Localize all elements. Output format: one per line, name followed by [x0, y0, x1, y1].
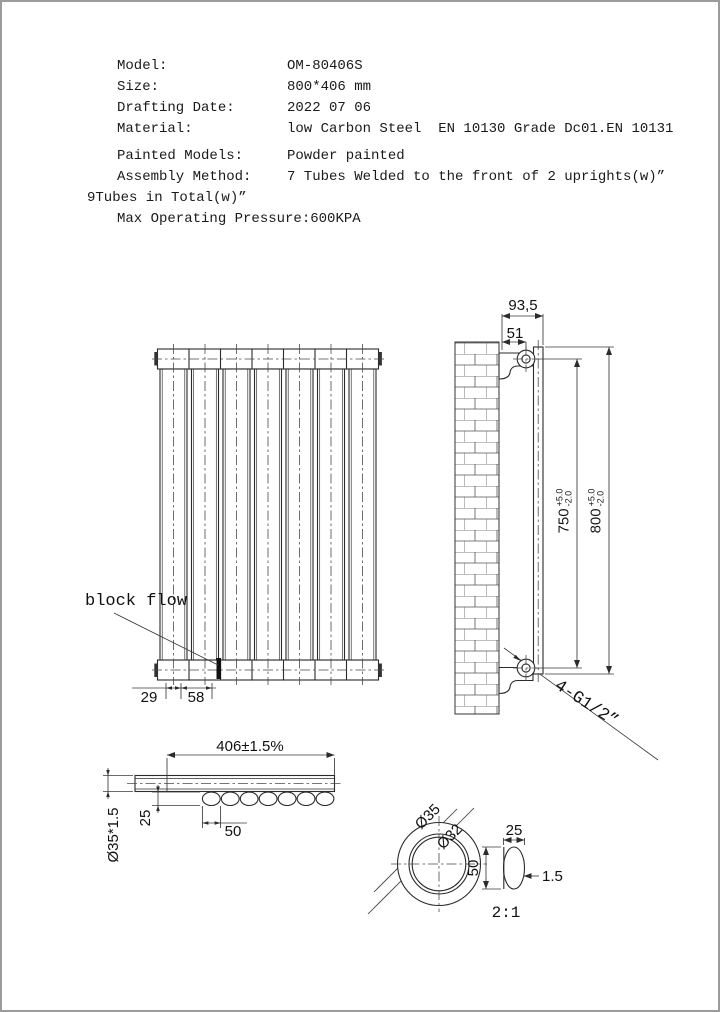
spec-value: 7 Tubes Welded to the front of 2 uprights(w)” — [287, 169, 666, 185]
dim-arrow — [181, 686, 187, 690]
oval-tube-outline — [504, 847, 525, 889]
spec-label: Drafting Date: — [117, 100, 235, 116]
dim-25-label: 25 — [137, 809, 154, 827]
tube-section-oval — [259, 792, 277, 805]
tube-section-oval — [240, 792, 258, 805]
dim-arrow — [156, 806, 160, 812]
spec-value: 9Tubes in Total(w)” — [87, 190, 247, 206]
dim-51-label: 51 — [506, 325, 524, 342]
dim-arrow — [215, 821, 221, 825]
tol-plus: +5.0 — [554, 488, 565, 507]
dim-93-5-label: 93,5 — [508, 297, 538, 314]
dim-50-label: 50 — [224, 823, 242, 840]
wall-brick-hatch — [455, 342, 499, 714]
dim-800-value: 800 — [587, 508, 605, 534]
dia-32-label: Ø32 — [433, 820, 466, 853]
dim-800-label — [588, 489, 605, 534]
spec-label: Size: — [117, 79, 160, 95]
tube-section-oval — [202, 792, 220, 805]
spec-value: 2022 07 06 — [287, 100, 372, 116]
tol-plus: +5.0 — [586, 488, 597, 507]
detail-circle-section — [368, 801, 487, 914]
block-flow-plug — [217, 658, 222, 679]
dim-arrow — [206, 686, 212, 690]
dim-406-label: 406±1.5% — [216, 738, 284, 755]
tube-section-ovals — [202, 792, 333, 805]
spec-value: Powder painted — [287, 148, 405, 164]
dim-800-tolerances — [588, 489, 605, 507]
spec-label: Painted Models: — [117, 148, 244, 164]
spec-label: Max Operating Pressure: — [117, 211, 311, 227]
tol-minus: -2.0 — [595, 490, 605, 507]
dim-750-value: 750 — [555, 508, 573, 534]
dia-35-label: Ø35 — [411, 800, 444, 833]
dim-58-label: 58 — [187, 689, 205, 706]
spec-value: 800*406 mm — [287, 79, 372, 95]
dim-collector-label: Ø35*1.5 — [105, 807, 122, 863]
dim-arrow — [166, 686, 172, 690]
wall-1-5-label: 1.5 — [542, 868, 563, 885]
block-flow-label: block flow — [85, 592, 188, 611]
tube-section-oval — [278, 792, 296, 805]
dim-50-label: 50 — [465, 859, 482, 877]
spec-label: Assembly Method: — [117, 169, 252, 185]
dim-arrow — [202, 821, 208, 825]
radiator-tubes — [154, 344, 382, 685]
dim-arrow — [175, 686, 181, 690]
dim-25-label: 25 — [505, 822, 523, 839]
plan-view — [103, 738, 342, 863]
spec-label: Model: — [117, 58, 168, 74]
connection-size-label: 4-G1/2” — [550, 676, 622, 732]
tube-section-oval — [316, 792, 334, 805]
dim-750-tolerances — [556, 489, 573, 507]
front-view — [85, 344, 386, 706]
spec-value: OM-80406S — [287, 58, 363, 74]
spec-label: Material: — [117, 121, 193, 137]
detail-oval-section — [465, 822, 563, 922]
spec-value: low Carbon Steel EN 10130 Grade Dc01.EN 10131 — [287, 121, 674, 137]
scale-label: 2:1 — [491, 904, 521, 922]
technical-drawing-canvas — [2, 2, 718, 1010]
tol-minus: -2.0 — [563, 490, 573, 507]
dim-750-label — [556, 489, 573, 534]
tube-section-oval — [221, 792, 239, 805]
dim-arrow — [106, 792, 110, 798]
spec-value: 600KPA — [310, 211, 361, 227]
dim-29-label: 29 — [140, 689, 158, 706]
tube-section-oval — [297, 792, 315, 805]
dim-arrow — [106, 770, 110, 776]
